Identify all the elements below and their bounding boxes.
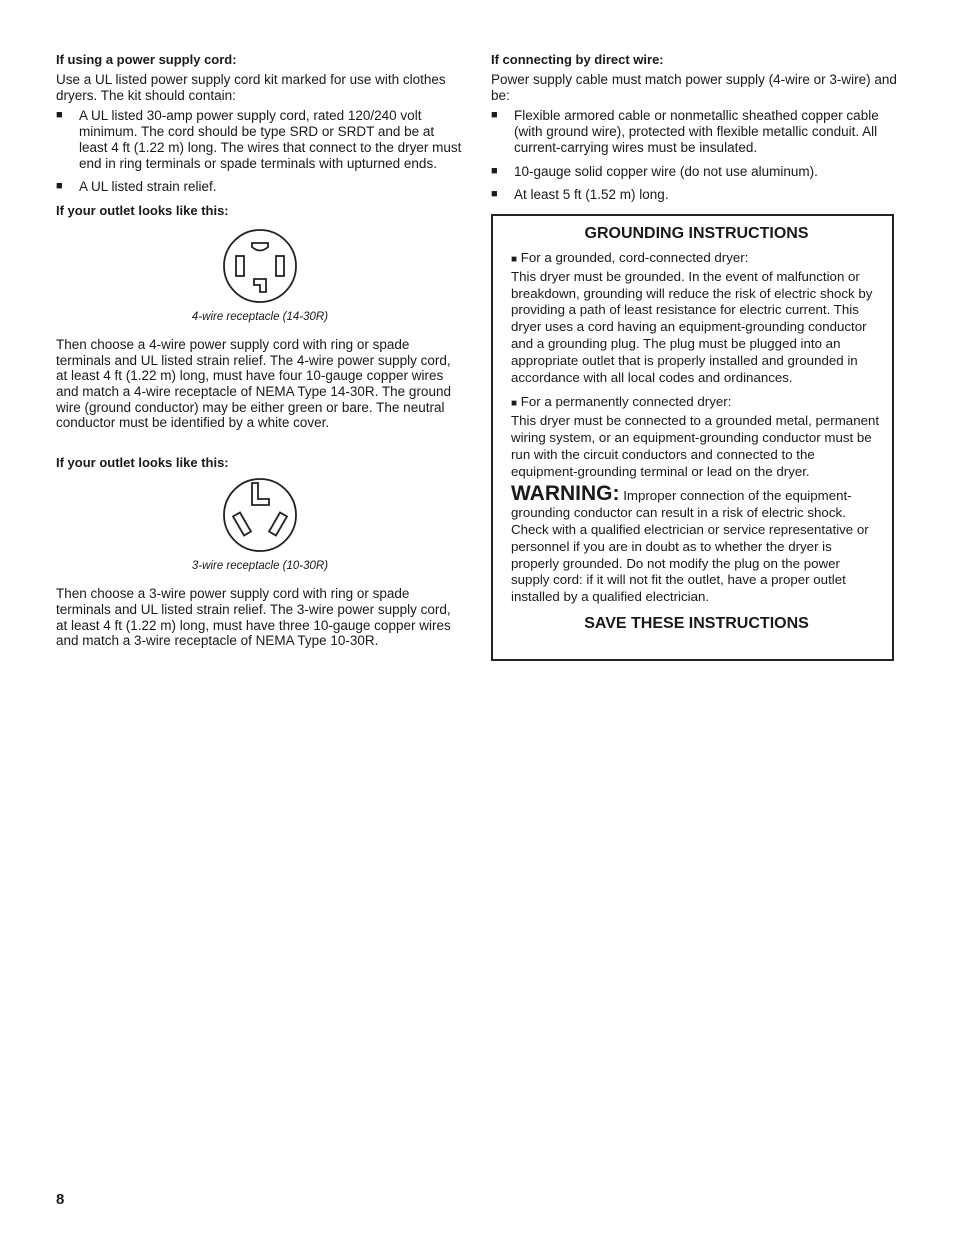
bullet-icon: ■ xyxy=(511,254,518,265)
save-instructions-footer: SAVE THESE INSTRUCTIONS xyxy=(584,614,809,632)
bullet-icon: ■ xyxy=(511,398,518,410)
left-column xyxy=(56,52,464,649)
permanent-label: ■ For a permanently connected dryer: xyxy=(511,394,732,410)
grounding-title: GROUNDING INSTRUCTIONS xyxy=(584,225,809,242)
power-cord-heading: If using a power supply cord: xyxy=(56,52,237,67)
bullet-icon: ■ xyxy=(56,109,63,122)
direct-wire-heading: If connecting by direct wire: xyxy=(491,52,664,67)
list-item: ■ A UL listed 30-amp power supply cord, rated 120/240 volt minimum. The cord should be type SRD or SRDT and be at least 4 ft (1.22 m) long. The wires that connect to the dryer must end in ring terminals or spade terminals with upturned ends. xyxy=(56,108,462,171)
list-item: ■ At least 5 ft (1.52 m) long. xyxy=(491,187,669,203)
warning-label: WARNING: xyxy=(511,482,620,506)
four-wire-paragraph: Then choose a 4-wire power supply cord with ring or spade terminals and UL listed strain relief. The 4-wire power supply cord, at least 4 ft (1.22 m) long, must have four 10-gauge copper wires and match a 4-wire receptacle of NEMA Type 14-30R. The ground wire (ground conductor) may be either green or bare. The neutral conductor must be identified by a white cover. xyxy=(56,336,451,431)
bullet-icon: ■ xyxy=(491,164,498,177)
cord-connected-label: ■ For a grounded, cord-connected dryer: xyxy=(511,250,749,265)
grounding-instructions-box xyxy=(491,214,894,661)
receptacle-14-30r-icon xyxy=(222,228,298,304)
direct-wire-intro: Power supply cable must match power supply (4-wire or 3-wire) and be: xyxy=(491,72,897,103)
figure-caption: 4-wire receptacle (14-30R) xyxy=(191,310,329,323)
outlet-heading-3-wire: If your outlet looks like this: xyxy=(56,455,229,471)
power-cord-intro: Use a UL listed power supply cord kit marked for use with clothes dryers. The kit should contain: xyxy=(56,72,446,103)
page-number: 8 xyxy=(56,1191,65,1208)
outlet-heading-4-wire: If your outlet looks like this: xyxy=(56,202,229,218)
right-column xyxy=(491,52,899,203)
cord-connected-text: This dryer must be grounded. In the event of malfunction or breakdown, grounding will reduce the risk of electric shock by providing a path of least resistance for electric current. This dryer uses a cord having an equipment-grounding conductor and a grounding plug. The plug must be plugged into an appropriate outlet that is properly installed and grounded in accordance with all local codes and ordinances. xyxy=(511,268,873,385)
list-item: ■ 10-gauge solid copper wire (do not use aluminum). xyxy=(491,163,818,179)
warning-text: Improper connection of the equipment-grounding conductor can result in a risk of electric shock. Check with a qualified electrician or service representative or personnel if you are in doubt as to whether the dryer is properly grounded. Do not modify the plug on the power supply cord: if it will not fit the outlet, have a proper outlet installed by a qualified electrician. xyxy=(511,488,869,605)
figure-3-wire-receptacle xyxy=(56,477,464,573)
bullet-icon: ■ xyxy=(56,180,63,193)
receptacle-10-30r-icon xyxy=(222,477,298,553)
permanent-text: This dryer must be connected to a grounded metal, permanent wiring system, or an equipment-grounding conductor must be run with the circuit conductors and connected to the equipment-grounding terminal or lead on the dryer. xyxy=(511,413,880,479)
three-wire-paragraph: Then choose a 3-wire power supply cord with ring or spade terminals and UL listed strain relief. The 3-wire power supply cord, at least 4 ft (1.22 m) long, must have three 10-gauge copper wires and match a 3-wire receptacle of NEMA Type 10-30R. xyxy=(56,586,451,649)
list-item: ■ A UL listed strain relief. xyxy=(56,179,217,195)
figure-caption: 3-wire receptacle (10-30R) xyxy=(191,560,329,573)
list-item: ■ Flexible armored cable or nonmetallic sheathed copper cable (with ground wire), protected with flexible metallic conduit. All current-carrying wires must be insulated. xyxy=(491,108,879,155)
bullet-icon: ■ xyxy=(491,109,498,122)
warning-paragraph xyxy=(511,482,882,606)
bullet-icon: ■ xyxy=(491,188,498,201)
figure-4-wire-receptacle xyxy=(56,228,464,324)
